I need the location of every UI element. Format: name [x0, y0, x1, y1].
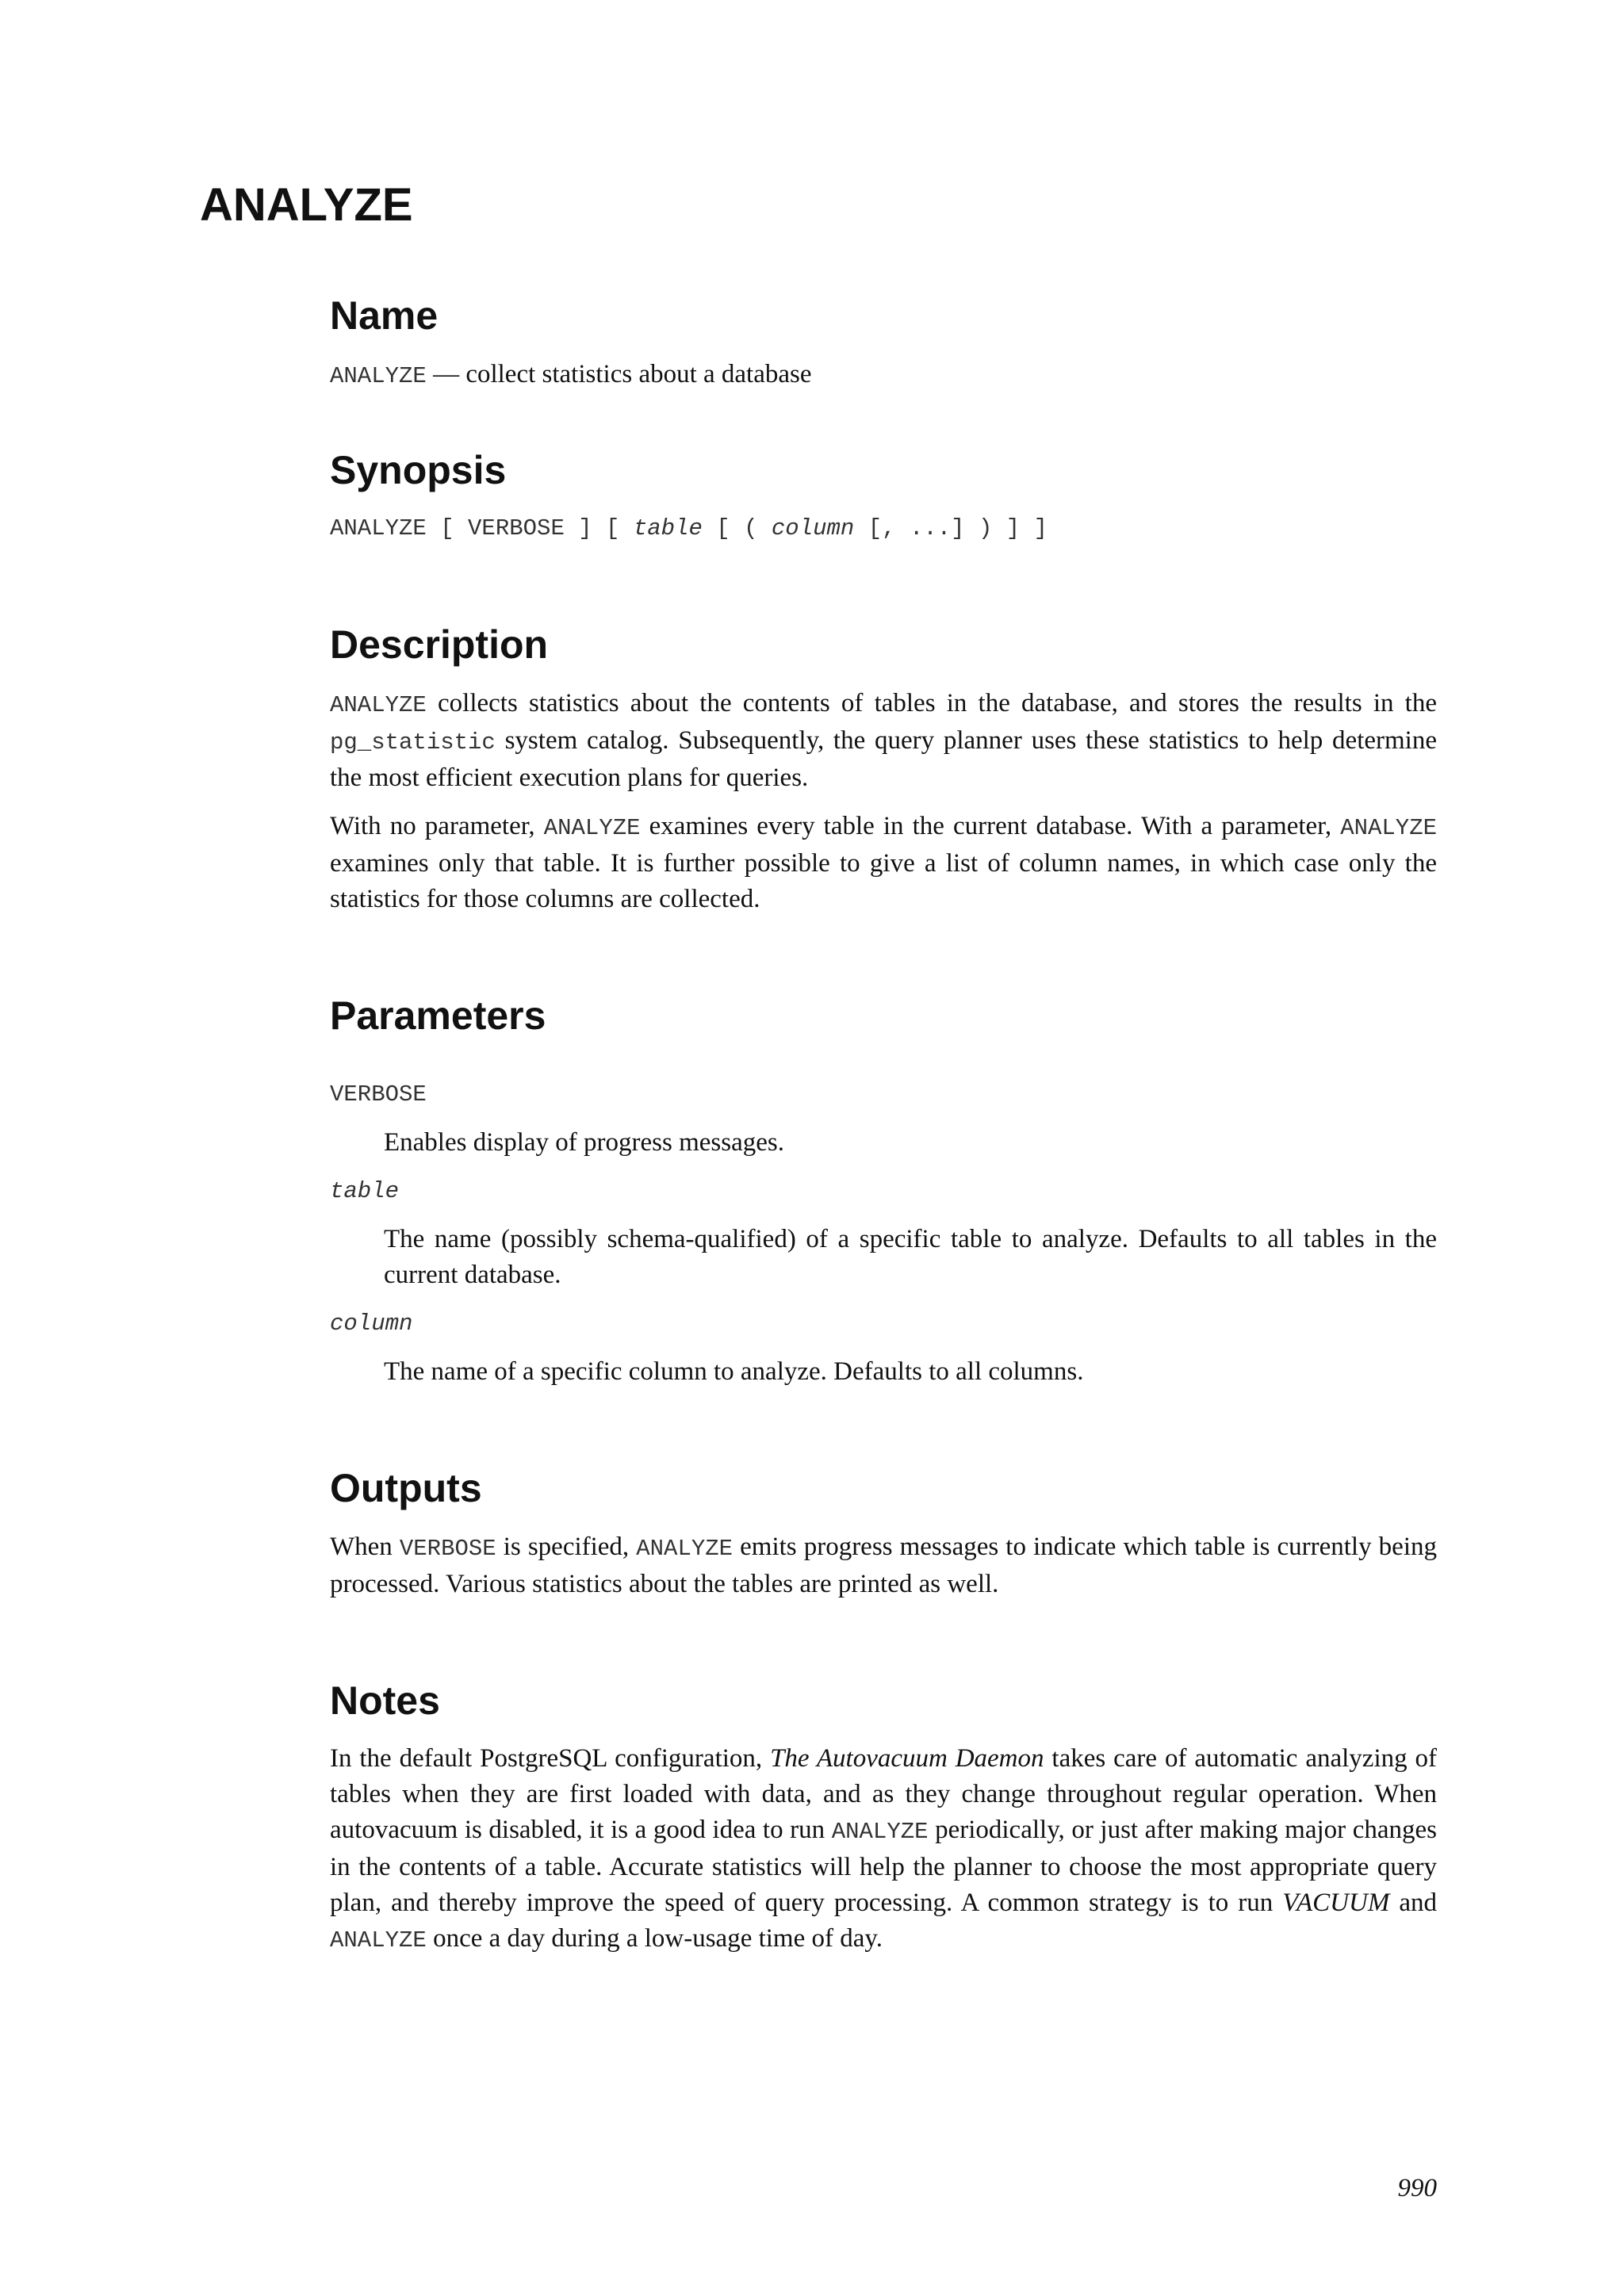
- param-definition-table: The name (possibly schema-qualified) of a specific table to analyze. Defaults to all tables in the current database.: [384, 1225, 1437, 1289]
- param-definition-column: The name of a specific column to analyze. Defaults to all columns.: [384, 1357, 1084, 1386]
- section-notes: [330, 1678, 1437, 1959]
- code-analyze: ANALYZE: [330, 691, 427, 718]
- text-run: examines every table in the current database. With a parameter,: [640, 811, 1341, 840]
- section-heading-outputs: Outputs: [330, 1466, 482, 1510]
- synopsis-code: [330, 511, 1437, 546]
- section-heading-notes: Notes: [330, 1678, 440, 1723]
- text-run: and: [1389, 1888, 1438, 1917]
- code-analyze: ANALYZE: [831, 1819, 929, 1845]
- synopsis-part: ANALYZE [ VERBOSE ] [: [330, 515, 634, 541]
- name-line: [330, 357, 1437, 394]
- link-vacuum[interactable]: VACUUM: [1282, 1888, 1390, 1917]
- outputs-paragraph: [330, 1529, 1437, 1602]
- code-verbose: VERBOSE: [399, 1535, 496, 1562]
- text-run: With no parameter,: [330, 811, 544, 840]
- text-run: examines only that table. It is further possible to give a list of column names, in which case only the statistics for those columns are collected.: [330, 848, 1437, 913]
- param-term-column: column: [330, 1311, 413, 1337]
- notes-paragraph: [330, 1741, 1437, 1958]
- page-number: 990: [1397, 2174, 1437, 2202]
- section-heading-synopsis: Synopsis: [330, 447, 507, 492]
- command-name: ANALYZE: [330, 362, 427, 389]
- text-run: In the default PostgreSQL configuration,: [330, 1744, 771, 1773]
- code-analyze: ANALYZE: [636, 1535, 733, 1562]
- param-definition-verbose: Enables display of progress messages.: [384, 1128, 784, 1157]
- text-run: emits progress messages to indicate which table is currently being processed. Various statistics about the tables are printed as well.: [330, 1532, 1437, 1598]
- text-run: once a day during a low-usage time of day.: [426, 1924, 883, 1953]
- section-name: [330, 293, 1437, 394]
- section-description: [330, 622, 1437, 917]
- text-run: takes care of automatic analyzing of tables when they are first loaded with data, and as they change throughout regular operation. When autovacuum is disabled, it is a good idea to run: [330, 1744, 1438, 1844]
- section-outputs: [330, 1466, 1437, 1602]
- text-run: When: [330, 1532, 400, 1561]
- section-heading-description: Description: [330, 622, 549, 667]
- text-run: collects statistics about the contents of tables in the database, and stores the results in the: [426, 688, 1437, 718]
- link-autovacuum-daemon[interactable]: The Autovacuum Daemon: [770, 1744, 1044, 1773]
- description-paragraph-2: [330, 809, 1437, 917]
- text-run: system catalog. Subsequently, the query planner uses these statistics to help determine the most efficient execution plans for queries.: [330, 725, 1437, 792]
- synopsis-param-table: table: [633, 515, 703, 541]
- synopsis-part: [, ...] ) ] ]: [854, 515, 1048, 541]
- page-title: ANALYZE: [200, 179, 413, 231]
- section-synopsis: [330, 448, 1437, 547]
- section-heading-parameters: Parameters: [330, 993, 546, 1038]
- code-analyze: ANALYZE: [330, 1927, 427, 1954]
- synopsis-param-column: column: [771, 515, 855, 541]
- code-analyze: ANALYZE: [1340, 814, 1438, 841]
- command-summary: — collect statistics about a database: [426, 359, 812, 388]
- param-term-table: table: [330, 1178, 400, 1204]
- section-parameters: [330, 993, 1437, 1391]
- synopsis-part: [ (: [702, 515, 772, 541]
- text-run: is specified,: [496, 1532, 637, 1561]
- param-term-verbose: VERBOSE: [330, 1081, 427, 1108]
- code-pg-statistic: pg_statistic: [330, 729, 496, 756]
- section-heading-name: Name: [330, 293, 439, 338]
- description-paragraph-1: [330, 686, 1437, 796]
- text-run: periodically, or just after making major changes in the contents of a table. Accurate statistics will help the planner to choose the most appropriate query plan, and thereby improve the speed of query processing. A common strategy is to run: [330, 1816, 1437, 1917]
- main-content: [330, 293, 1437, 2009]
- code-analyze: ANALYZE: [543, 814, 641, 841]
